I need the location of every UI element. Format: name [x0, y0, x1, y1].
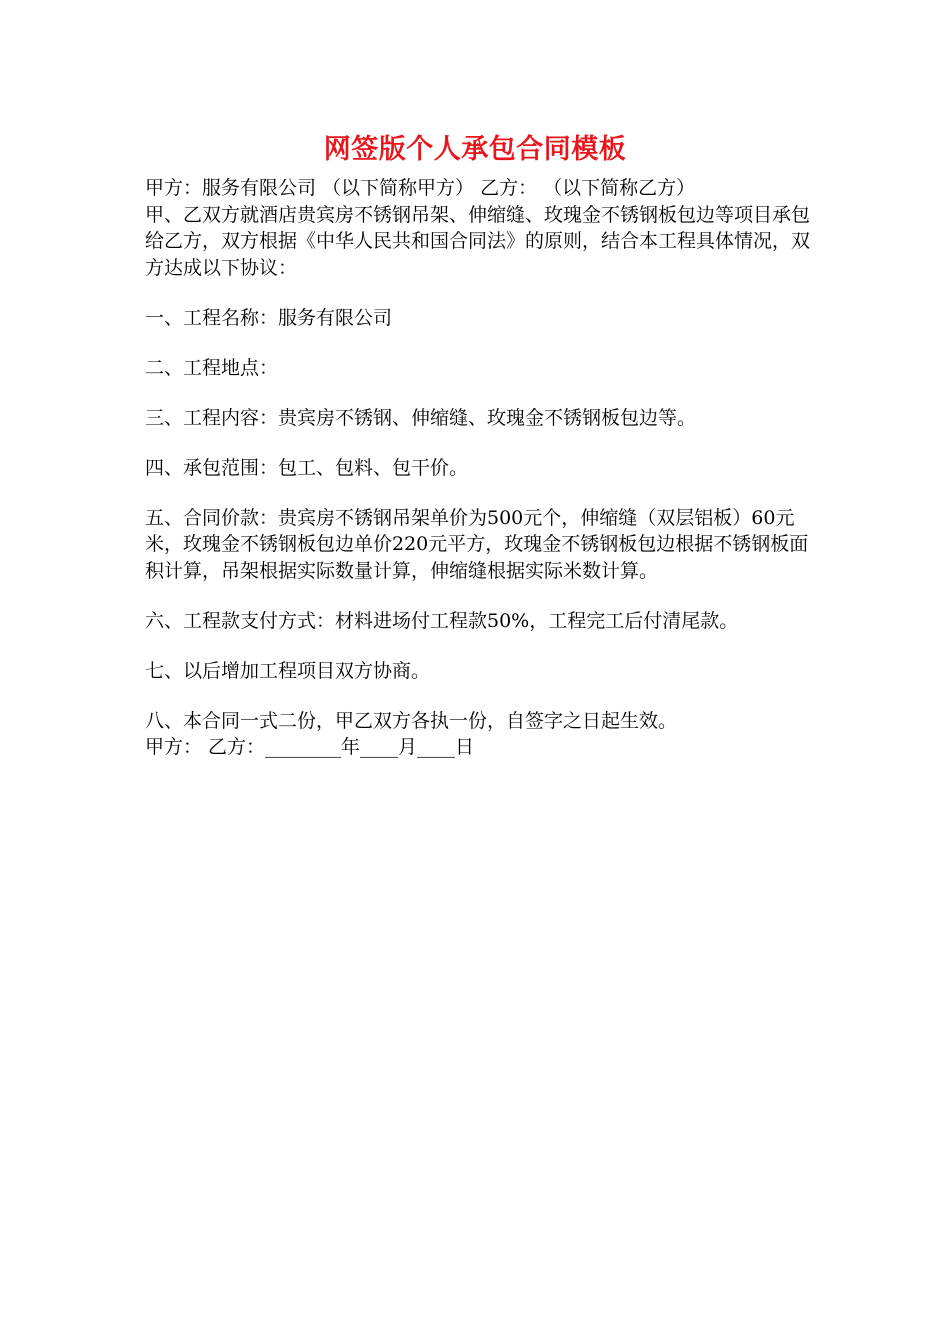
intro-paragraph: 甲、乙双方就酒店贵宾房不锈钢吊架、伸缩缝、玫瑰金不锈钢板包边等项目承包给乙方，双方根据《中华人民共和国合同法》的原则，结合本工程具体情况，双方达成以下协议： [145, 203, 811, 279]
parties-line: 甲方：服务有限公司 （以下简称甲方） 乙方： （以下简称乙方） [145, 177, 696, 199]
clause-1-project-name: 一、工程名称：服务有限公司 [145, 306, 393, 329]
clause-5-contract-price: 五、合同价款：贵宾房不锈钢吊架单价为500元个，伸缩缝（双层铝板）60元米，玫瑰金不锈钢板包边单价220元平方，玫瑰金不锈钢板包边根据不锈钢板面积计算，吊架根据实际数量计算，伸缩缝根据实际米数计算。 [145, 506, 809, 582]
document-title: 网签版个人承包合同模板 [323, 134, 627, 165]
document-body [145, 175, 825, 761]
clause-4-contract-scope: 四、承包范围：包工、包料、包干价。 [145, 456, 469, 479]
clause-2-project-location: 二、工程地点： [145, 356, 279, 379]
clause-3-project-content: 三、工程内容：贵宾房不锈钢、伸缩缝、玫瑰金不锈钢板包边等。 [145, 406, 697, 429]
signature-line: 甲方： 乙方：________年____月____日 [145, 736, 475, 758]
clause-6-payment-method: 六、工程款支付方式：材料进场付工程款50%，工程完工后付清尾款。 [145, 609, 739, 632]
clause-7-additional-items: 七、以后增加工程项目双方协商。 [145, 659, 431, 682]
clause-8-copies-effect: 八、本合同一式二份，甲乙双方各执一份，自签字之日起生效。 [145, 709, 678, 732]
